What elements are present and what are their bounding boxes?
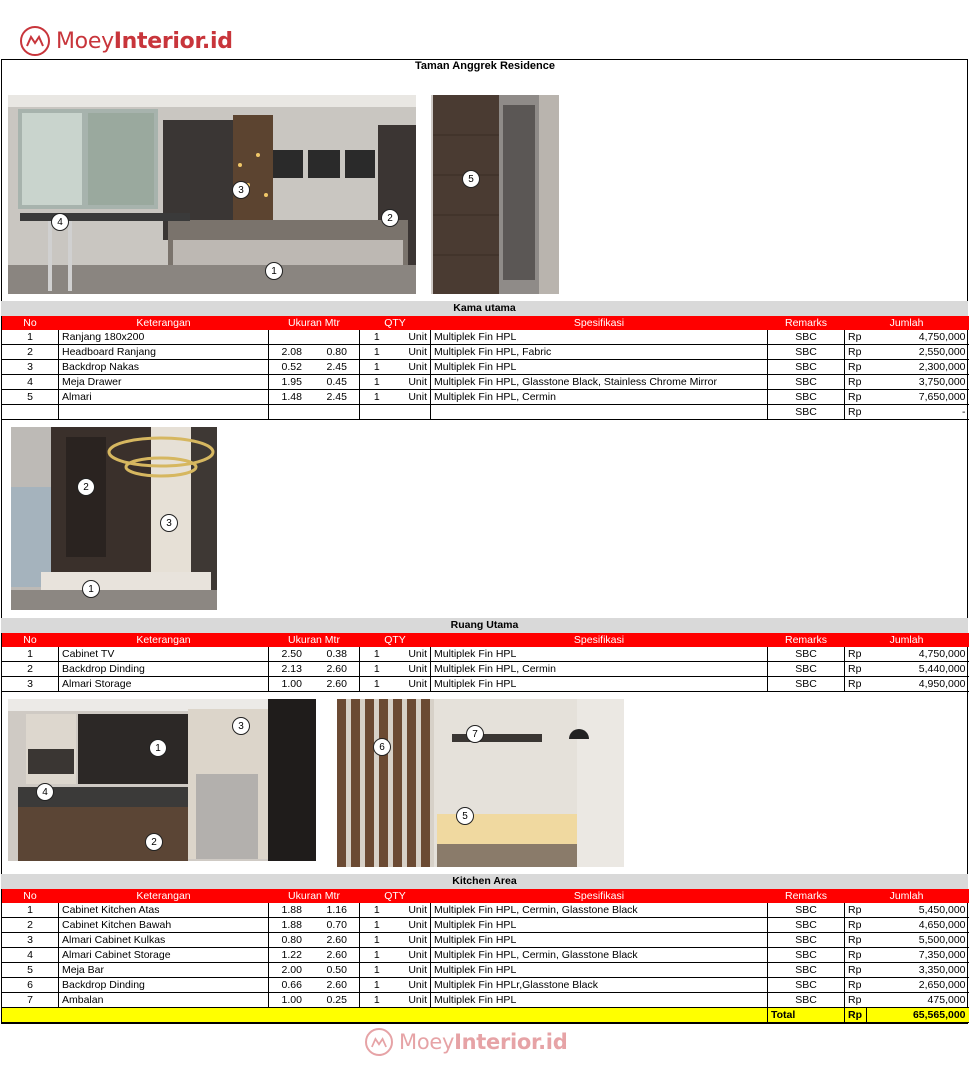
table-row	[2, 390, 969, 405]
table-row	[2, 918, 969, 933]
cell-no: 2	[2, 345, 59, 360]
cell-no: 1	[2, 903, 59, 918]
cell-currency: Rp	[845, 963, 867, 978]
total-spacer	[2, 1008, 768, 1023]
kitchen-render	[8, 699, 316, 861]
cell-remarks: SBC	[768, 360, 845, 375]
marker-2: 2	[145, 833, 163, 851]
cell-jumlah: 5,440,000	[867, 662, 969, 677]
cell-unit: Unit	[394, 963, 431, 978]
cell-spesifikasi: Multiplek Fin HPL	[431, 677, 768, 692]
marker-5: 5	[462, 170, 480, 188]
cell-qty	[360, 405, 394, 420]
cell-spesifikasi: Multiplek Fin HPL	[431, 330, 768, 345]
header-jumlah: Jumlah	[845, 316, 969, 330]
cell-spesifikasi: Multiplek Fin HPL	[431, 933, 768, 948]
cell-ukuran-w: 1.88	[269, 903, 315, 918]
cell-spesifikasi: Multiplek Fin HPLr,Glasstone Black	[431, 978, 768, 993]
marker-1: 1	[82, 580, 100, 598]
cell-qty: 1	[360, 662, 394, 677]
cell-qty: 1	[360, 903, 394, 918]
section-title-ruang-utama: Ruang Utama	[1, 618, 968, 633]
cell-ukuran-h	[315, 330, 360, 345]
marker-3: 3	[232, 181, 250, 199]
cell-jumlah: 2,650,000	[867, 978, 969, 993]
cell-ukuran-h: 2.60	[315, 677, 360, 692]
cell-no: 3	[2, 933, 59, 948]
cell-currency: Rp	[845, 390, 867, 405]
cell-ukuran-w: 2.50	[269, 647, 315, 662]
cell-unit: Unit	[394, 903, 431, 918]
cell-ukuran-h: 2.45	[315, 360, 360, 375]
cell-unit: Unit	[394, 345, 431, 360]
cell-remarks: SBC	[768, 405, 845, 420]
table-row	[2, 677, 969, 692]
cell-currency: Rp	[845, 360, 867, 375]
cell-keterangan: Ranjang 180x200	[59, 330, 269, 345]
header-jumlah: Jumlah	[845, 889, 969, 903]
cell-unit: Unit	[394, 390, 431, 405]
cell-jumlah: 7,350,000	[867, 948, 969, 963]
cell-spesifikasi: Multiplek Fin HPL	[431, 963, 768, 978]
cell-ukuran-h	[315, 405, 360, 420]
marker-3: 3	[232, 717, 250, 735]
cell-remarks: SBC	[768, 390, 845, 405]
table-header-row	[2, 889, 969, 903]
cell-qty: 1	[360, 948, 394, 963]
cell-currency: Rp	[845, 933, 867, 948]
cell-unit: Unit	[394, 933, 431, 948]
cell-ukuran-w: 1.88	[269, 918, 315, 933]
cell-no: 7	[2, 993, 59, 1008]
cell-jumlah: 4,650,000	[867, 918, 969, 933]
cell-jumlah: -	[867, 405, 969, 420]
cell-currency: Rp	[845, 647, 867, 662]
cell-no: 2	[2, 918, 59, 933]
cell-remarks: SBC	[768, 647, 845, 662]
cell-remarks: SBC	[768, 948, 845, 963]
cell-keterangan: Almari Storage	[59, 677, 269, 692]
total-currency: Rp	[845, 1008, 867, 1023]
cell-qty: 1	[360, 993, 394, 1008]
table-header-row	[2, 316, 969, 330]
cell-no: 2	[2, 662, 59, 677]
header-spesifikasi: Spesifikasi	[431, 889, 768, 903]
cell-qty: 1	[360, 345, 394, 360]
table-row	[2, 375, 969, 390]
cell-keterangan: Backdrop Nakas	[59, 360, 269, 375]
cell-ukuran-h: 0.38	[315, 647, 360, 662]
cell-ukuran-w: 2.08	[269, 345, 315, 360]
cell-currency: Rp	[845, 993, 867, 1008]
cell-unit: Unit	[394, 662, 431, 677]
cell-ukuran-w: 2.00	[269, 963, 315, 978]
cell-qty: 1	[360, 933, 394, 948]
brand-watermark	[365, 1026, 567, 1058]
cell-ukuran-w: 0.80	[269, 933, 315, 948]
brand-watermark-name: MoeyInterior.id	[399, 1030, 568, 1054]
cell-unit: Unit	[394, 375, 431, 390]
cell-jumlah: 4,750,000	[867, 647, 969, 662]
cell-spesifikasi: Multiplek Fin HPL, Fabric	[431, 345, 768, 360]
cell-ukuran-h: 2.60	[315, 948, 360, 963]
wardrobe-render	[431, 95, 559, 294]
cell-unit: Unit	[394, 360, 431, 375]
cell-remarks: SBC	[768, 978, 845, 993]
cell-unit: Unit	[394, 330, 431, 345]
cell-jumlah: 4,750,000	[867, 330, 969, 345]
cell-no: 3	[2, 360, 59, 375]
cell-keterangan: Almari	[59, 390, 269, 405]
cell-keterangan	[59, 405, 269, 420]
cell-remarks: SBC	[768, 918, 845, 933]
cell-keterangan: Ambalan	[59, 993, 269, 1008]
marker-6: 6	[373, 738, 391, 756]
cell-remarks: SBC	[768, 993, 845, 1008]
cell-spesifikasi: Multiplek Fin HPL, Cermin, Glasstone Black	[431, 948, 768, 963]
total-row	[2, 1008, 969, 1023]
cell-no: 1	[2, 647, 59, 662]
cell-ukuran-w: 2.13	[269, 662, 315, 677]
cell-keterangan: Backdrop Dinding	[59, 978, 269, 993]
cell-ukuran-h: 2.45	[315, 390, 360, 405]
table-row	[2, 345, 969, 360]
cell-jumlah: 475,000	[867, 993, 969, 1008]
marker-3: 3	[160, 514, 178, 532]
header-keterangan: Keterangan	[59, 316, 269, 330]
cell-currency: Rp	[845, 375, 867, 390]
section-title-kitchen-area: Kitchen Area	[1, 874, 968, 889]
cell-currency: Rp	[845, 345, 867, 360]
header-no: No	[2, 316, 59, 330]
cell-qty: 1	[360, 677, 394, 692]
table-ruang-utama	[1, 633, 969, 692]
cell-unit: Unit	[394, 647, 431, 662]
cell-ukuran-w: 0.52	[269, 360, 315, 375]
table-kitchen-area	[1, 889, 969, 1023]
cell-keterangan: Cabinet TV	[59, 647, 269, 662]
cell-jumlah: 7,650,000	[867, 390, 969, 405]
cell-ukuran-w: 1.00	[269, 993, 315, 1008]
marker-2: 2	[381, 209, 399, 227]
marker-4: 4	[51, 213, 69, 231]
marker-4: 4	[36, 783, 54, 801]
cell-unit: Unit	[394, 677, 431, 692]
cell-unit	[394, 405, 431, 420]
cell-qty: 1	[360, 647, 394, 662]
table-kama-utama	[1, 316, 969, 420]
table-row	[2, 933, 969, 948]
cell-remarks: SBC	[768, 662, 845, 677]
table-row	[2, 948, 969, 963]
cell-spesifikasi: Multiplek Fin HPL, Cermin	[431, 390, 768, 405]
table-row	[2, 993, 969, 1008]
cell-keterangan: Backdrop Dinding	[59, 662, 269, 677]
cell-currency: Rp	[845, 405, 867, 420]
table-header-row	[2, 633, 969, 647]
cell-ukuran-w: 1.22	[269, 948, 315, 963]
table-row	[2, 360, 969, 375]
header-qty: QTY	[360, 316, 431, 330]
cell-no: 4	[2, 375, 59, 390]
cell-keterangan: Almari Cabinet Kulkas	[59, 933, 269, 948]
cell-ukuran-w: 1.95	[269, 375, 315, 390]
cell-currency: Rp	[845, 903, 867, 918]
cell-currency: Rp	[845, 918, 867, 933]
header-no: No	[2, 889, 59, 903]
cell-jumlah: 2,300,000	[867, 360, 969, 375]
table-row	[2, 662, 969, 677]
header-remarks: Remarks	[768, 889, 845, 903]
cell-qty: 1	[360, 963, 394, 978]
cell-ukuran-w: 0.66	[269, 978, 315, 993]
cell-ukuran-h: 0.50	[315, 963, 360, 978]
cell-keterangan: Meja Drawer	[59, 375, 269, 390]
brand-name: MoeyInterior.id	[56, 28, 233, 54]
cell-remarks: SBC	[768, 963, 845, 978]
table-row	[2, 903, 969, 918]
marker-1: 1	[149, 739, 167, 757]
header-spesifikasi: Spesifikasi	[431, 316, 768, 330]
cell-ukuran-h: 0.45	[315, 375, 360, 390]
cell-currency: Rp	[845, 677, 867, 692]
cell-ukuran-w	[269, 330, 315, 345]
bedroom-render	[8, 95, 416, 294]
cell-ukuran-h: 2.60	[315, 662, 360, 677]
living-room-render	[11, 427, 217, 610]
cell-qty: 1	[360, 375, 394, 390]
cell-keterangan: Cabinet Kitchen Bawah	[59, 918, 269, 933]
cell-no: 4	[2, 948, 59, 963]
cell-ukuran-h: 0.80	[315, 345, 360, 360]
header-ukuran: Ukuran Mtr	[269, 889, 360, 903]
marker-2: 2	[77, 478, 95, 496]
cell-keterangan: Almari Cabinet Storage	[59, 948, 269, 963]
section-title-kama-utama: Kama utama	[1, 301, 968, 316]
cell-keterangan: Headboard Ranjang	[59, 345, 269, 360]
table-row	[2, 978, 969, 993]
cell-remarks: SBC	[768, 933, 845, 948]
cell-no: 3	[2, 677, 59, 692]
brand-logo	[20, 24, 233, 58]
cell-qty: 1	[360, 390, 394, 405]
header-qty: QTY	[360, 633, 431, 647]
cell-spesifikasi	[431, 405, 768, 420]
cell-unit: Unit	[394, 993, 431, 1008]
cell-spesifikasi: Multiplek Fin HPL, Cermin	[431, 662, 768, 677]
cell-qty: 1	[360, 330, 394, 345]
cell-currency: Rp	[845, 662, 867, 677]
cell-no: 5	[2, 963, 59, 978]
header-remarks: Remarks	[768, 316, 845, 330]
marker-1: 1	[265, 262, 283, 280]
marker-7: 7	[466, 725, 484, 743]
project-title: Taman Anggrek Residence	[415, 60, 555, 72]
cell-no: 1	[2, 330, 59, 345]
brand-mark-icon	[365, 1028, 393, 1056]
cell-currency: Rp	[845, 978, 867, 993]
header-ukuran: Ukuran Mtr	[269, 316, 360, 330]
cell-remarks: SBC	[768, 903, 845, 918]
cell-qty: 1	[360, 978, 394, 993]
cell-unit: Unit	[394, 918, 431, 933]
bar-render	[337, 699, 624, 867]
cell-qty: 1	[360, 360, 394, 375]
cell-keterangan: Cabinet Kitchen Atas	[59, 903, 269, 918]
cell-ukuran-w: 1.00	[269, 677, 315, 692]
table-row	[2, 405, 969, 420]
cell-ukuran-h: 2.60	[315, 933, 360, 948]
header-qty: QTY	[360, 889, 431, 903]
cell-ukuran-w: 1.48	[269, 390, 315, 405]
header-keterangan: Keterangan	[59, 633, 269, 647]
cell-spesifikasi: Multiplek Fin HPL, Glasstone Black, Stainless Chrome Mirror	[431, 375, 768, 390]
cell-spesifikasi: Multiplek Fin HPL	[431, 647, 768, 662]
header-ukuran: Ukuran Mtr	[269, 633, 360, 647]
cell-jumlah: 4,950,000	[867, 677, 969, 692]
cell-remarks: SBC	[768, 330, 845, 345]
cell-remarks: SBC	[768, 345, 845, 360]
cell-jumlah: 5,500,000	[867, 933, 969, 948]
header-remarks: Remarks	[768, 633, 845, 647]
total-amount: 65,565,000	[867, 1008, 969, 1023]
cell-no	[2, 405, 59, 420]
cell-unit: Unit	[394, 978, 431, 993]
cell-no: 6	[2, 978, 59, 993]
cell-spesifikasi: Multiplek Fin HPL	[431, 360, 768, 375]
cell-no: 5	[2, 390, 59, 405]
cell-jumlah: 2,550,000	[867, 345, 969, 360]
cell-ukuran-h: 2.60	[315, 978, 360, 993]
cell-jumlah: 5,450,000	[867, 903, 969, 918]
cell-remarks: SBC	[768, 677, 845, 692]
cell-keterangan: Meja Bar	[59, 963, 269, 978]
marker-5: 5	[456, 807, 474, 825]
cell-unit: Unit	[394, 948, 431, 963]
header-jumlah: Jumlah	[845, 633, 969, 647]
cell-remarks: SBC	[768, 375, 845, 390]
cell-spesifikasi: Multiplek Fin HPL	[431, 993, 768, 1008]
header-no: No	[2, 633, 59, 647]
table-row	[2, 647, 969, 662]
cell-currency: Rp	[845, 330, 867, 345]
cell-spesifikasi: Multiplek Fin HPL, Cermin, Glasstone Black	[431, 903, 768, 918]
cell-spesifikasi: Multiplek Fin HPL	[431, 918, 768, 933]
header-spesifikasi: Spesifikasi	[431, 633, 768, 647]
brand-mark-icon	[20, 26, 50, 56]
header-keterangan: Keterangan	[59, 889, 269, 903]
cell-currency: Rp	[845, 948, 867, 963]
table-row	[2, 330, 969, 345]
table-row	[2, 963, 969, 978]
cell-qty: 1	[360, 918, 394, 933]
cell-ukuran-h: 1.16	[315, 903, 360, 918]
cell-ukuran-h: 0.70	[315, 918, 360, 933]
cell-ukuran-w	[269, 405, 315, 420]
total-label: Total	[768, 1008, 845, 1023]
cell-ukuran-h: 0.25	[315, 993, 360, 1008]
cell-jumlah: 3,750,000	[867, 375, 969, 390]
cell-jumlah: 3,350,000	[867, 963, 969, 978]
